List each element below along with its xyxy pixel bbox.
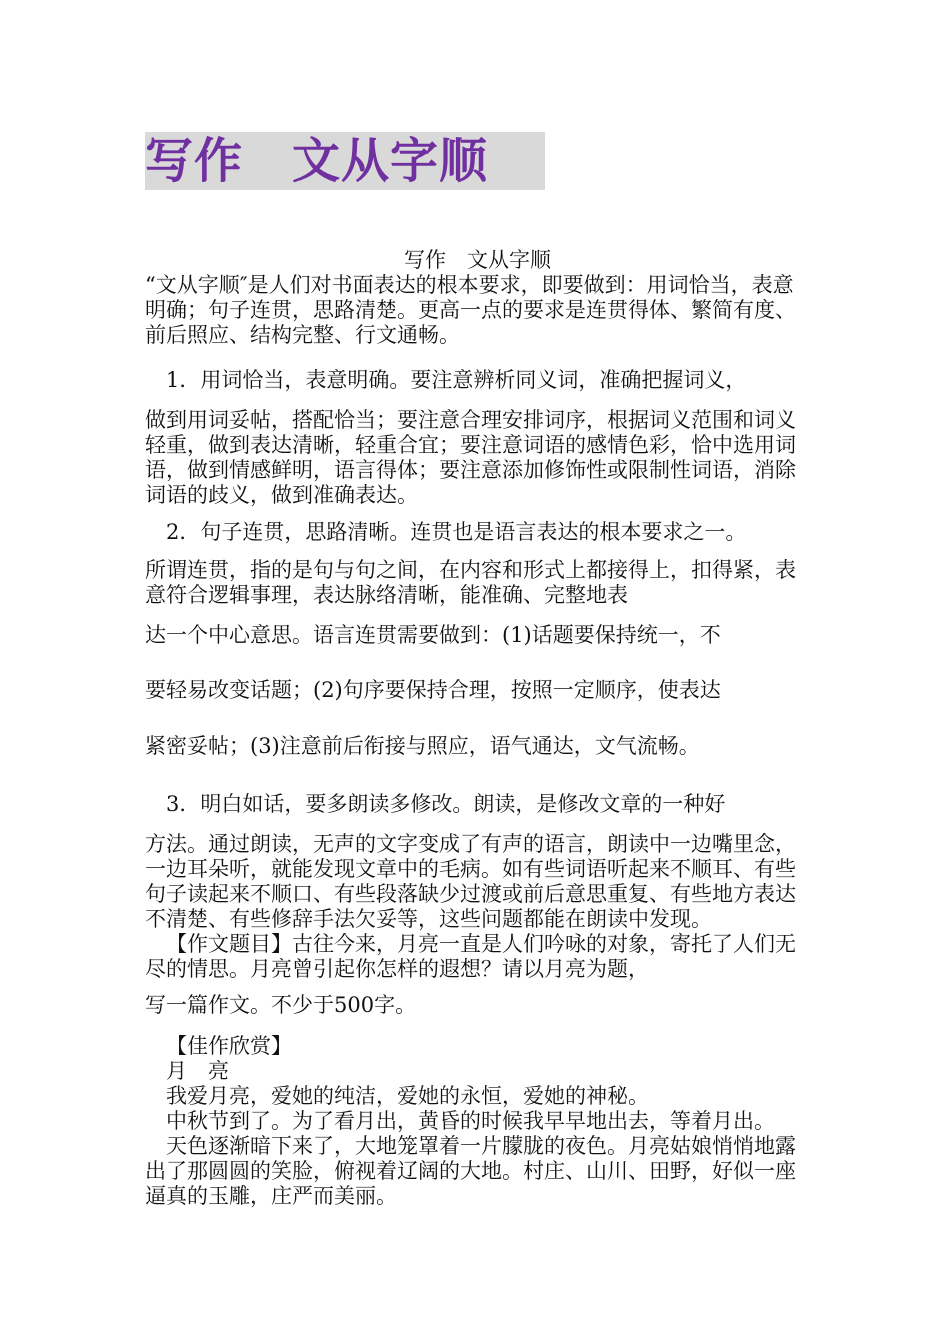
- essay-title: 月 亮: [166, 1059, 229, 1083]
- point-2-line-3: 达一个中心意思。语言连贯需要做到：(1)话题要保持统一，不: [145, 623, 721, 647]
- document-big-title: 写作 文从字顺: [145, 132, 545, 190]
- point-1-body: 做到用词妥帖，搭配恰当；要注意合理安排词序，根据词义范围和词义轻重，做到表达清晰，轻重合宜；要注意词语的感情色彩，恰中选用词语，做到情感鲜明，语言得体；要注意添加修饰性或限制性词语，消除词语的歧义，做到准确表达。: [145, 408, 796, 507]
- point-2-line-4: 要轻易改变话题；(2)句序要保持合理，按照一定顺序，使表达: [145, 678, 721, 702]
- appreciation-heading: 【佳作欣赏】: [166, 1034, 292, 1058]
- point-1-heading: 1．用词恰当，表意明确。要注意辨析同义词，准确把握词义，: [166, 368, 747, 392]
- essay-topic-tail: 写一篇作文。不少于500字。: [145, 993, 417, 1017]
- article-center-title: 写作 文从字顺: [404, 248, 551, 272]
- point-3-body: 方法。通过朗读，无声的文字变成了有声的语言，朗读中一边嘴里念，一边耳朵听，就能发现文章中的毛病。如有些词语听起来不顺耳、有些句子读起来不顺口、有些段落缺少过渡或前后意思重复、有些地方表达不清楚、有些修辞手法欠妥等，这些问题都能在朗读中发现。: [145, 832, 796, 931]
- document-body: [145, 248, 810, 1209]
- essay-topic: 【作文题目】古往今来，月亮一直是人们吟咏的对象，寄托了人们无尽的情思。月亮曾引起你怎样的遐想？请以月亮为题，: [145, 932, 796, 981]
- intro-paragraph: “文从字顺″是人们对书面表达的根本要求，即要做到：用词恰当，表意明确；句子连贯，思路清楚。更高一点的要求是连贯得体、繁简有度、前后照应、结构完整、行文通畅。: [145, 273, 796, 347]
- point-3-heading: 3．明白如话，要多朗读多修改。朗读，是修改文章的一种好: [166, 792, 726, 816]
- essay-paragraph-2: 中秋节到了。为了看月出，黄昏的时候我早早地出去，等着月出。: [166, 1109, 775, 1133]
- point-2-heading: 2．句子连贯，思路清晰。连贯也是语言表达的根本要求之一。: [166, 520, 747, 544]
- point-2-body: 所谓连贯，指的是句与句之间，在内容和形式上都接得上，扣得紧，表意符合逻辑事理，表达脉络清晰，能准确、完整地表: [145, 558, 796, 607]
- point-2-line-5: 紧密妥帖；(3)注意前后衔接与照应，语气通达，文气流畅。: [145, 734, 700, 758]
- essay-paragraph-3: 天色逐渐暗下来了，大地笼罩着一片朦胧的夜色。月亮姑娘悄悄地露出了那圆圆的笑脸，俯视着辽阔的大地。村庄、山川、田野，好似一座逼真的玉雕，庄严而美丽。: [145, 1134, 796, 1208]
- essay-paragraph-1: 我爱月亮，爱她的纯洁，爱她的永恒，爱她的神秘。: [166, 1084, 649, 1108]
